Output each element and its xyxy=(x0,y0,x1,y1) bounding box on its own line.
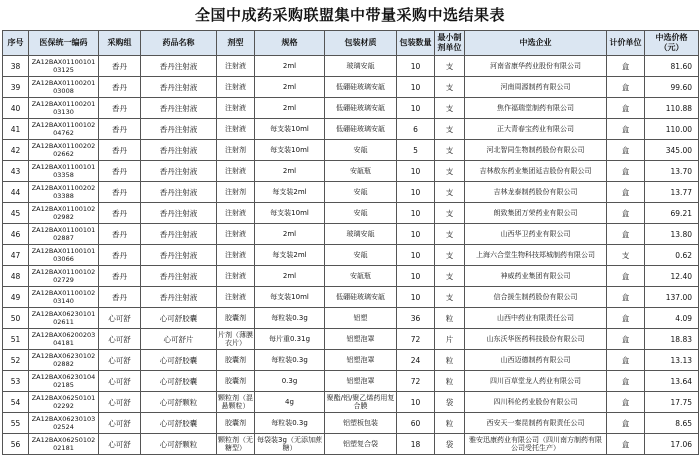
cell-pricing-unit: 盒 xyxy=(607,392,645,413)
cell-min-unit: 支 xyxy=(435,182,465,203)
cell-packaging: 安瓿 xyxy=(325,245,397,266)
cell-packaging: 安瓿 xyxy=(325,182,397,203)
cell-dosage-form: 注射液 xyxy=(217,203,255,224)
cell-packaging: 低硼硅玻璃安瓿 xyxy=(325,287,397,308)
cell-dosage-form: 颗粒剂（无糖型） xyxy=(217,434,255,455)
column-header: 中选价格（元） xyxy=(645,31,699,56)
cell-company: 焦作福瑞堂制药有限公司 xyxy=(465,98,607,119)
cell-dosage-form: 注射液 xyxy=(217,161,255,182)
cell-dosage-form: 注射剂 xyxy=(217,140,255,161)
cell-spec: 每袋装3g（无添加蔗糖） xyxy=(255,434,325,455)
cell-seq: 48 xyxy=(3,266,29,287)
cell-price: 110.88 xyxy=(645,98,699,119)
cell-company: 吉林龙泰制药股份有限公司 xyxy=(465,182,607,203)
cell-min-unit: 支 xyxy=(435,224,465,245)
cell-company: 吉林敖东药业集团延吉股份有限公司 xyxy=(465,161,607,182)
cell-company: 信合援生制药股份有限公司 xyxy=(465,287,607,308)
cell-spec: 4g xyxy=(255,392,325,413)
cell-group: 香丹 xyxy=(99,98,141,119)
cell-drug-name: 香丹注射液 xyxy=(141,182,217,203)
cell-company: 上海六合堂生物科技郑城制药有限公司 xyxy=(465,245,607,266)
cell-price: 69.21 xyxy=(645,203,699,224)
cell-packaging: 铝塑泡罩 xyxy=(325,371,397,392)
cell-pack-qty: 10 xyxy=(397,392,435,413)
cell-dosage-form: 注射液 xyxy=(217,119,255,140)
cell-packaging: 安瓿瓶 xyxy=(325,161,397,182)
cell-code: ZA12BAX0623010102611 xyxy=(29,308,99,329)
cell-seq: 45 xyxy=(3,203,29,224)
cell-drug-name: 香丹注射液 xyxy=(141,245,217,266)
cell-min-unit: 支 xyxy=(435,161,465,182)
cell-pack-qty: 10 xyxy=(397,266,435,287)
cell-group: 心可舒 xyxy=(99,434,141,455)
column-header: 计价单位 xyxy=(607,31,645,56)
cell-pack-qty: 10 xyxy=(397,77,435,98)
cell-price: 13.80 xyxy=(645,224,699,245)
cell-spec: 每粒装0.3g xyxy=(255,413,325,434)
cell-pricing-unit: 盒 xyxy=(607,434,645,455)
column-header: 包装数量 xyxy=(397,31,435,56)
table-row xyxy=(3,266,699,287)
cell-spec: 每粒装0.3g xyxy=(255,350,325,371)
cell-packaging: 铝塑泡罩 xyxy=(325,350,397,371)
cell-pack-qty: 6 xyxy=(397,119,435,140)
cell-price: 17.75 xyxy=(645,392,699,413)
cell-dosage-form: 注射液 xyxy=(217,224,255,245)
cell-price: 81.60 xyxy=(645,56,699,77)
results-table xyxy=(2,30,699,455)
cell-company: 朗致集团万荣药业有限公司 xyxy=(465,203,607,224)
cell-spec: 每支装2ml xyxy=(255,245,325,266)
cell-seq: 46 xyxy=(3,224,29,245)
cell-company: 河南省康华药业股份有限公司 xyxy=(465,56,607,77)
cell-company: 四川科伦药业股份有限公司 xyxy=(465,392,607,413)
cell-pack-qty: 10 xyxy=(397,287,435,308)
cell-min-unit: 支 xyxy=(435,287,465,308)
cell-min-unit: 粒 xyxy=(435,308,465,329)
cell-group: 香丹 xyxy=(99,140,141,161)
cell-pack-qty: 60 xyxy=(397,413,435,434)
cell-price: 345.00 xyxy=(645,140,699,161)
cell-dosage-form: 注射液 xyxy=(217,245,255,266)
cell-seq: 56 xyxy=(3,434,29,455)
cell-pack-qty: 10 xyxy=(397,56,435,77)
cell-pricing-unit: 盒 xyxy=(607,77,645,98)
table-row xyxy=(3,182,699,203)
cell-pack-qty: 10 xyxy=(397,98,435,119)
cell-dosage-form: 颗粒剂（混悬颗粒） xyxy=(217,392,255,413)
cell-price: 12.40 xyxy=(645,266,699,287)
cell-group: 心可舒 xyxy=(99,392,141,413)
cell-company: 正大青春宝药业有限公司 xyxy=(465,119,607,140)
cell-group: 香丹 xyxy=(99,245,141,266)
cell-spec: 2ml xyxy=(255,98,325,119)
cell-seq: 38 xyxy=(3,56,29,77)
cell-spec: 0.3g xyxy=(255,371,325,392)
cell-dosage-form: 注射剂 xyxy=(217,182,255,203)
cell-packaging: 低硼硅玻璃安瓿 xyxy=(325,77,397,98)
cell-drug-name: 香丹注射液 xyxy=(141,140,217,161)
cell-company: 河南周源制药有限公司 xyxy=(465,77,607,98)
cell-min-unit: 支 xyxy=(435,56,465,77)
cell-group: 香丹 xyxy=(99,287,141,308)
cell-code: ZA12BAX0110020203388 xyxy=(29,182,99,203)
cell-seq: 43 xyxy=(3,161,29,182)
cell-pricing-unit: 盒 xyxy=(607,329,645,350)
cell-code: ZA12BAX0110010103358 xyxy=(29,161,99,182)
table-row xyxy=(3,350,699,371)
cell-company: 山东沃华医药科技股份有限公司 xyxy=(465,329,607,350)
cell-price: 13.70 xyxy=(645,161,699,182)
table-row xyxy=(3,329,699,350)
table-body xyxy=(3,56,699,455)
cell-pack-qty: 24 xyxy=(397,350,435,371)
cell-packaging: 玻璃安瓿 xyxy=(325,224,397,245)
cell-group: 心可舒 xyxy=(99,350,141,371)
cell-min-unit: 支 xyxy=(435,266,465,287)
cell-code: ZA12BAX0110010103066 xyxy=(29,245,99,266)
cell-seq: 47 xyxy=(3,245,29,266)
column-header: 规格 xyxy=(255,31,325,56)
cell-spec: 每支装10ml xyxy=(255,287,325,308)
cell-company: 四川百草堂龙人药业有限公司 xyxy=(465,371,607,392)
cell-min-unit: 粒 xyxy=(435,350,465,371)
cell-pack-qty: 36 xyxy=(397,308,435,329)
cell-spec: 每粒装0.3g xyxy=(255,308,325,329)
cell-min-unit: 粒 xyxy=(435,413,465,434)
cell-spec: 2ml xyxy=(255,266,325,287)
cell-group: 香丹 xyxy=(99,266,141,287)
cell-company: 神威药业集团有限公司 xyxy=(465,266,607,287)
cell-packaging: 聚酯/铝/聚乙烯药用复合膜 xyxy=(325,392,397,413)
table-row xyxy=(3,140,699,161)
cell-group: 香丹 xyxy=(99,119,141,140)
cell-code: ZA12BAX0110010202982 xyxy=(29,203,99,224)
cell-min-unit: 片 xyxy=(435,329,465,350)
cell-drug-name: 香丹注射液 xyxy=(141,56,217,77)
cell-packaging: 铝塑泡罩 xyxy=(325,329,397,350)
cell-group: 香丹 xyxy=(99,77,141,98)
cell-pricing-unit: 支 xyxy=(607,245,645,266)
cell-group: 香丹 xyxy=(99,56,141,77)
cell-min-unit: 支 xyxy=(435,203,465,224)
cell-dosage-form: 胶囊剂 xyxy=(217,308,255,329)
cell-code: ZA12BAX0110020103130 xyxy=(29,98,99,119)
cell-pricing-unit: 盒 xyxy=(607,350,645,371)
cell-company: 西安天一秦昆制药有限责任公司 xyxy=(465,413,607,434)
column-header: 剂型 xyxy=(217,31,255,56)
cell-code: ZA12BAX0110010204762 xyxy=(29,119,99,140)
cell-price: 13.64 xyxy=(645,371,699,392)
page-title: 全国中成药采购联盟集中带量采购中选结果表 xyxy=(194,6,505,24)
cell-group: 香丹 xyxy=(99,182,141,203)
cell-seq: 51 xyxy=(3,329,29,350)
column-header: 包装材质 xyxy=(325,31,397,56)
cell-code: ZA12BAX0623010402185 xyxy=(29,371,99,392)
cell-pack-qty: 10 xyxy=(397,245,435,266)
cell-drug-name: 心可舒胶囊 xyxy=(141,308,217,329)
table-row xyxy=(3,77,699,98)
cell-drug-name: 心可舒片 xyxy=(141,329,217,350)
cell-dosage-form: 胶囊剂 xyxy=(217,413,255,434)
cell-pricing-unit: 盒 xyxy=(607,56,645,77)
table-row xyxy=(3,56,699,77)
cell-packaging: 铝塑板包装 xyxy=(325,413,397,434)
cell-min-unit: 袋 xyxy=(435,392,465,413)
cell-packaging: 铝塑复合袋 xyxy=(325,434,397,455)
cell-price: 17.06 xyxy=(645,434,699,455)
cell-code: ZA12BAX0623010202882 xyxy=(29,350,99,371)
cell-packaging: 安瓿瓶 xyxy=(325,266,397,287)
cell-spec: 2ml xyxy=(255,56,325,77)
cell-seq: 49 xyxy=(3,287,29,308)
cell-pricing-unit: 盒 xyxy=(607,98,645,119)
cell-pack-qty: 5 xyxy=(397,140,435,161)
cell-spec: 2ml xyxy=(255,224,325,245)
cell-drug-name: 香丹注射液 xyxy=(141,203,217,224)
cell-code: ZA12BAX0110010102887 xyxy=(29,224,99,245)
cell-price: 110.00 xyxy=(645,119,699,140)
cell-dosage-form: 胶囊剂 xyxy=(217,350,255,371)
cell-dosage-form: 注射液 xyxy=(217,266,255,287)
table-row xyxy=(3,371,699,392)
column-header: 药品名称 xyxy=(141,31,217,56)
cell-group: 心可舒 xyxy=(99,308,141,329)
cell-drug-name: 心可舒胶囊 xyxy=(141,413,217,434)
cell-packaging: 安瓿 xyxy=(325,140,397,161)
cell-packaging: 低硼硅玻璃安瓿 xyxy=(325,98,397,119)
cell-pack-qty: 10 xyxy=(397,182,435,203)
column-header: 中选企业 xyxy=(465,31,607,56)
cell-seq: 44 xyxy=(3,182,29,203)
cell-company: 山西中药业有限责任公司 xyxy=(465,308,607,329)
cell-drug-name: 香丹注射液 xyxy=(141,224,217,245)
table-row xyxy=(3,245,699,266)
cell-packaging: 安瓿 xyxy=(325,203,397,224)
cell-seq: 41 xyxy=(3,119,29,140)
cell-pricing-unit: 盒 xyxy=(607,140,645,161)
cell-price: 99.60 xyxy=(645,77,699,98)
cell-drug-name: 心可舒胶囊 xyxy=(141,371,217,392)
cell-min-unit: 支 xyxy=(435,245,465,266)
table-header-row xyxy=(3,31,699,56)
column-header: 最小制剂单位 xyxy=(435,31,465,56)
cell-drug-name: 香丹注射液 xyxy=(141,287,217,308)
cell-code: ZA12BAX0625010102292 xyxy=(29,392,99,413)
cell-company: 山西迈德制药有限公司 xyxy=(465,350,607,371)
cell-min-unit: 支 xyxy=(435,77,465,98)
column-header: 医保统一编码 xyxy=(29,31,99,56)
cell-drug-name: 香丹注射液 xyxy=(141,266,217,287)
cell-spec: 每片重0.31g xyxy=(255,329,325,350)
cell-drug-name: 香丹注射液 xyxy=(141,98,217,119)
table-row xyxy=(3,413,699,434)
cell-code: ZA12BAX0620020304181 xyxy=(29,329,99,350)
cell-drug-name: 香丹注射液 xyxy=(141,119,217,140)
cell-pack-qty: 10 xyxy=(397,224,435,245)
cell-spec: 2ml xyxy=(255,161,325,182)
table-row xyxy=(3,161,699,182)
cell-drug-name: 心可舒胶囊 xyxy=(141,350,217,371)
cell-min-unit: 粒 xyxy=(435,371,465,392)
cell-min-unit: 支 xyxy=(435,140,465,161)
cell-pack-qty: 72 xyxy=(397,329,435,350)
cell-spec: 每支装2ml xyxy=(255,182,325,203)
cell-packaging: 低硼硅玻璃安瓿 xyxy=(325,119,397,140)
cell-group: 香丹 xyxy=(99,161,141,182)
cell-pack-qty: 10 xyxy=(397,161,435,182)
cell-packaging: 玻璃安瓿 xyxy=(325,56,397,77)
table-row xyxy=(3,308,699,329)
cell-dosage-form: 注射液 xyxy=(217,287,255,308)
cell-pack-qty: 10 xyxy=(397,203,435,224)
cell-drug-name: 香丹注射液 xyxy=(141,161,217,182)
cell-spec: 2ml xyxy=(255,77,325,98)
cell-seq: 54 xyxy=(3,392,29,413)
cell-seq: 52 xyxy=(3,350,29,371)
cell-seq: 55 xyxy=(3,413,29,434)
table-row xyxy=(3,98,699,119)
cell-min-unit: 支 xyxy=(435,98,465,119)
cell-code: ZA12BAX0110010202729 xyxy=(29,266,99,287)
cell-price: 18.83 xyxy=(645,329,699,350)
cell-group: 香丹 xyxy=(99,203,141,224)
cell-pack-qty: 18 xyxy=(397,434,435,455)
cell-seq: 50 xyxy=(3,308,29,329)
cell-seq: 39 xyxy=(3,77,29,98)
table-row xyxy=(3,392,699,413)
cell-code: ZA12BAX0110010203140 xyxy=(29,287,99,308)
cell-code: ZA12BAX0623010302524 xyxy=(29,413,99,434)
cell-pricing-unit: 盒 xyxy=(607,266,645,287)
cell-code: ZA12BAX0625010202181 xyxy=(29,434,99,455)
cell-pricing-unit: 盒 xyxy=(607,119,645,140)
cell-company: 河北智同生物制药股份有限公司 xyxy=(465,140,607,161)
cell-drug-name: 心可舒颗粒 xyxy=(141,434,217,455)
cell-spec: 每支装10ml xyxy=(255,140,325,161)
table-row xyxy=(3,203,699,224)
column-header: 采购组 xyxy=(99,31,141,56)
cell-price: 8.65 xyxy=(645,413,699,434)
cell-price: 137.00 xyxy=(645,287,699,308)
cell-min-unit: 袋 xyxy=(435,434,465,455)
cell-code: ZA12BAX0110020202662 xyxy=(29,140,99,161)
cell-pricing-unit: 盒 xyxy=(607,161,645,182)
table-row xyxy=(3,287,699,308)
cell-pricing-unit: 盒 xyxy=(607,224,645,245)
cell-group: 香丹 xyxy=(99,224,141,245)
table-row xyxy=(3,119,699,140)
cell-dosage-form: 注射液 xyxy=(217,98,255,119)
cell-group: 心可舒 xyxy=(99,413,141,434)
cell-price: 13.77 xyxy=(645,182,699,203)
cell-spec: 每支装10ml xyxy=(255,119,325,140)
cell-pricing-unit: 盒 xyxy=(607,308,645,329)
cell-drug-name: 香丹注射液 xyxy=(141,77,217,98)
cell-pack-qty: 72 xyxy=(397,371,435,392)
cell-pricing-unit: 盒 xyxy=(607,371,645,392)
cell-code: ZA12BAX0110010103125 xyxy=(29,56,99,77)
table-row xyxy=(3,434,699,455)
cell-dosage-form: 胶囊剂 xyxy=(217,371,255,392)
cell-drug-name: 心可舒颗粒 xyxy=(141,392,217,413)
cell-seq: 40 xyxy=(3,98,29,119)
cell-pricing-unit: 盒 xyxy=(607,203,645,224)
cell-group: 心可舒 xyxy=(99,371,141,392)
cell-company: 雅安迅康药业有限公司（四川南方制药有限公司受托生产） xyxy=(465,434,607,455)
cell-group: 心可舒 xyxy=(99,329,141,350)
column-header: 序号 xyxy=(3,31,29,56)
cell-pricing-unit: 盒 xyxy=(607,182,645,203)
cell-price: 0.62 xyxy=(645,245,699,266)
cell-pricing-unit: 盒 xyxy=(607,413,645,434)
cell-price: 4.09 xyxy=(645,308,699,329)
cell-price: 13.13 xyxy=(645,350,699,371)
table-row xyxy=(3,224,699,245)
cell-seq: 42 xyxy=(3,140,29,161)
cell-dosage-form: 注射液 xyxy=(217,56,255,77)
cell-pricing-unit: 盒 xyxy=(607,287,645,308)
cell-dosage-form: 片剂（薄膜衣片） xyxy=(217,329,255,350)
cell-spec: 每支装10ml xyxy=(255,203,325,224)
cell-dosage-form: 注射液 xyxy=(217,77,255,98)
cell-packaging: 铝塑 xyxy=(325,308,397,329)
cell-min-unit: 支 xyxy=(435,119,465,140)
cell-code: ZA12BAX0110020103008 xyxy=(29,77,99,98)
cell-seq: 53 xyxy=(3,371,29,392)
cell-company: 山西华卫药业有限公司 xyxy=(465,224,607,245)
